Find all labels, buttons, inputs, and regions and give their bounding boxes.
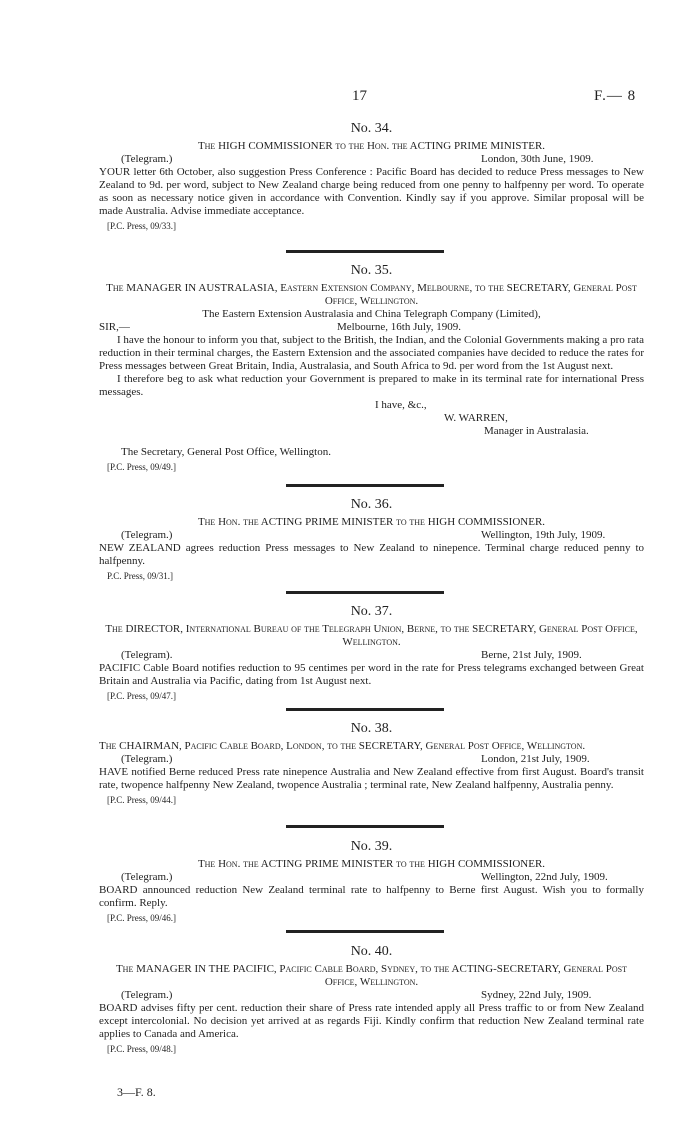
- message-body: NEW ZEALAND agrees reduction Press messages to New Zealand to ninepence. Terminal charge reduced penny to halfpenny.: [99, 542, 644, 567]
- place-date: Wellington, 19th July, 1909.: [481, 529, 606, 541]
- letter-37: [99, 603, 644, 703]
- addressee: The Secretary, General Post Office, Wellington.: [121, 446, 331, 458]
- section-divider: [286, 930, 444, 933]
- signatory-title: Manager in Australasia.: [484, 425, 589, 437]
- letter-heading: The CHAIRMAN, Pacific Cable Board, London, to the SECRETARY, General Post Office, Wellington.: [99, 740, 586, 752]
- letter-heading: The DIRECTOR, International Bureau of the Telegraph Union, Berne, to the SECRETARY, General Post Office, Wellington.: [105, 623, 638, 648]
- salutation: SIR,—: [99, 321, 130, 333]
- message-body: HAVE notified Berne reduced Press rate ninepence Australia and New Zealand effective from first August. Board's transit rate, twopence halfpenny New Zealand, twopence Australia ; terminal rate, New Zealand halfpenny, Australia penny.: [99, 766, 644, 791]
- paragraph-2: I therefore beg to ask what reduction your Government is prepared to make in its terminal rate for international Press messages.: [99, 373, 644, 398]
- letter-number: No. 36.: [350, 497, 393, 512]
- message-body: BOARD announced reduction New Zealand terminal rate to halfpenny to Berne first August. Wish you to formally confirm. Reply.: [99, 884, 644, 909]
- company-name: The Eastern Extension Australasia and China Telegraph Company (Limited),: [202, 308, 541, 320]
- place-date: Berne, 21st July, 1909.: [481, 649, 582, 661]
- file-reference: [P.C. Press, 09/48.]: [107, 1044, 177, 1054]
- section-divider: [286, 825, 444, 828]
- paper-code: F.— 8: [594, 88, 637, 104]
- paragraph-1: I have the honour to inform you that, subject to the British, the Indian, and the Colonial Governments making a pro rata reduction in their terminal charges, the Eastern Extension and the associated companies have decided to reduce the rates for Press messages between Great Britain, India, Australasia, and South Africa to 9d. per word from the 1st August next.: [99, 334, 644, 372]
- letter-40: [99, 943, 644, 1056]
- section-divider: [286, 708, 444, 711]
- telegram-line: [99, 871, 644, 884]
- letter-number: No. 40.: [350, 944, 393, 959]
- message-type: (Telegram.): [121, 529, 173, 541]
- section-divider: [286, 591, 444, 594]
- section-divider: [286, 250, 444, 253]
- message-type: (Telegram.): [121, 871, 173, 883]
- letter-35: [99, 262, 644, 474]
- place-date: Wellington, 22nd July, 1909.: [481, 871, 608, 883]
- message-body: PACIFIC Cable Board notifies reduction to 95 centimes per word in the rate for Press telegrams exchanged between Great Britain and Australia via Pacific, dating from 1st August next.: [99, 662, 644, 687]
- section-divider: [286, 484, 444, 487]
- letter-number: No. 35.: [350, 263, 393, 278]
- place-date: London, 30th June, 1909.: [481, 153, 594, 165]
- file-reference: [P.C. Press, 09/47.]: [107, 691, 177, 701]
- letter-heading: The MANAGER IN THE PACIFIC, Pacific Cable Board, Sydney, to the ACTING-SECRETARY, General Post Office, Wellington.: [115, 963, 628, 988]
- letter-number: No. 34.: [350, 121, 393, 136]
- letter-heading: The Hon. the ACTING PRIME MINISTER to the HIGH COMMISSIONER.: [197, 516, 546, 528]
- message-type: (Telegram.): [121, 989, 173, 1001]
- letter-38: [99, 720, 644, 807]
- telegram-line: [99, 989, 644, 1002]
- place-date: Melbourne, 16th July, 1909.: [337, 321, 461, 333]
- file-reference: P.C. Press, 09/31.]: [107, 571, 174, 581]
- telegram-line: [99, 153, 644, 166]
- file-reference: [P.C. Press, 09/49.]: [107, 462, 177, 472]
- place-date: London, 21st July, 1909.: [481, 753, 590, 765]
- signature: W. WARREN,: [444, 412, 508, 424]
- letter-heading: The Hon. the ACTING PRIME MINISTER to the HIGH COMMISSIONER.: [197, 858, 546, 870]
- file-reference: [P.C. Press, 09/46.]: [107, 913, 177, 923]
- letter-heading: The HIGH COMMISSIONER to the Hon. the ACTING PRIME MINISTER.: [197, 140, 546, 152]
- file-reference: [P.C. Press, 09/33.]: [107, 221, 177, 231]
- telegram-line: [99, 529, 644, 542]
- message-type: (Telegram.): [121, 153, 173, 165]
- letter-number: No. 37.: [350, 604, 393, 619]
- telegram-line: [99, 753, 644, 766]
- message-type: (Telegram.): [121, 753, 173, 765]
- page-header: [0, 90, 700, 106]
- letter-number: No. 39.: [350, 839, 393, 854]
- telegram-line: [99, 649, 644, 662]
- letter-heading: The MANAGER IN AUSTRALASIA, Eastern Extension Company, Melbourne, to the SECRETARY, General Post Office, Wellington.: [106, 282, 637, 307]
- message-body: BOARD advises fifty per cent. reduction their share of Press rate intended apply all Press traffic to or from New Zealand except intercolonial. No decision yet arrived at as regards Fiji. Kindly confirm that reduction New Zealand terminal rate applies to Canada and America.: [99, 1002, 644, 1040]
- letter-34: [99, 120, 644, 233]
- file-reference: [P.C. Press, 09/44.]: [107, 795, 177, 805]
- sheet-signature-mark: 3—F. 8.: [117, 1085, 156, 1099]
- closing: I have, &c.,: [375, 399, 427, 411]
- salutation-line: [99, 321, 644, 334]
- message-body: YOUR letter 6th October, also suggestion Press Conference : Pacific Board has decided to reduce Press messages to New Zealand to 9d. per word, subject to New Zealand charge being reduced from one penny to halfpenny per word. To operate as soon as necessary notice given in accordance with Convention. Kindly say if you approve. Similar proposal will be made Australia. Advise immediate acceptance.: [99, 166, 644, 217]
- page-number: 17: [352, 88, 367, 104]
- place-date: Sydney, 22nd July, 1909.: [481, 989, 592, 1001]
- letter-39: [99, 838, 644, 925]
- letter-36: [99, 496, 644, 583]
- letter-number: No. 38.: [350, 721, 393, 736]
- message-type: (Telegram).: [121, 649, 173, 661]
